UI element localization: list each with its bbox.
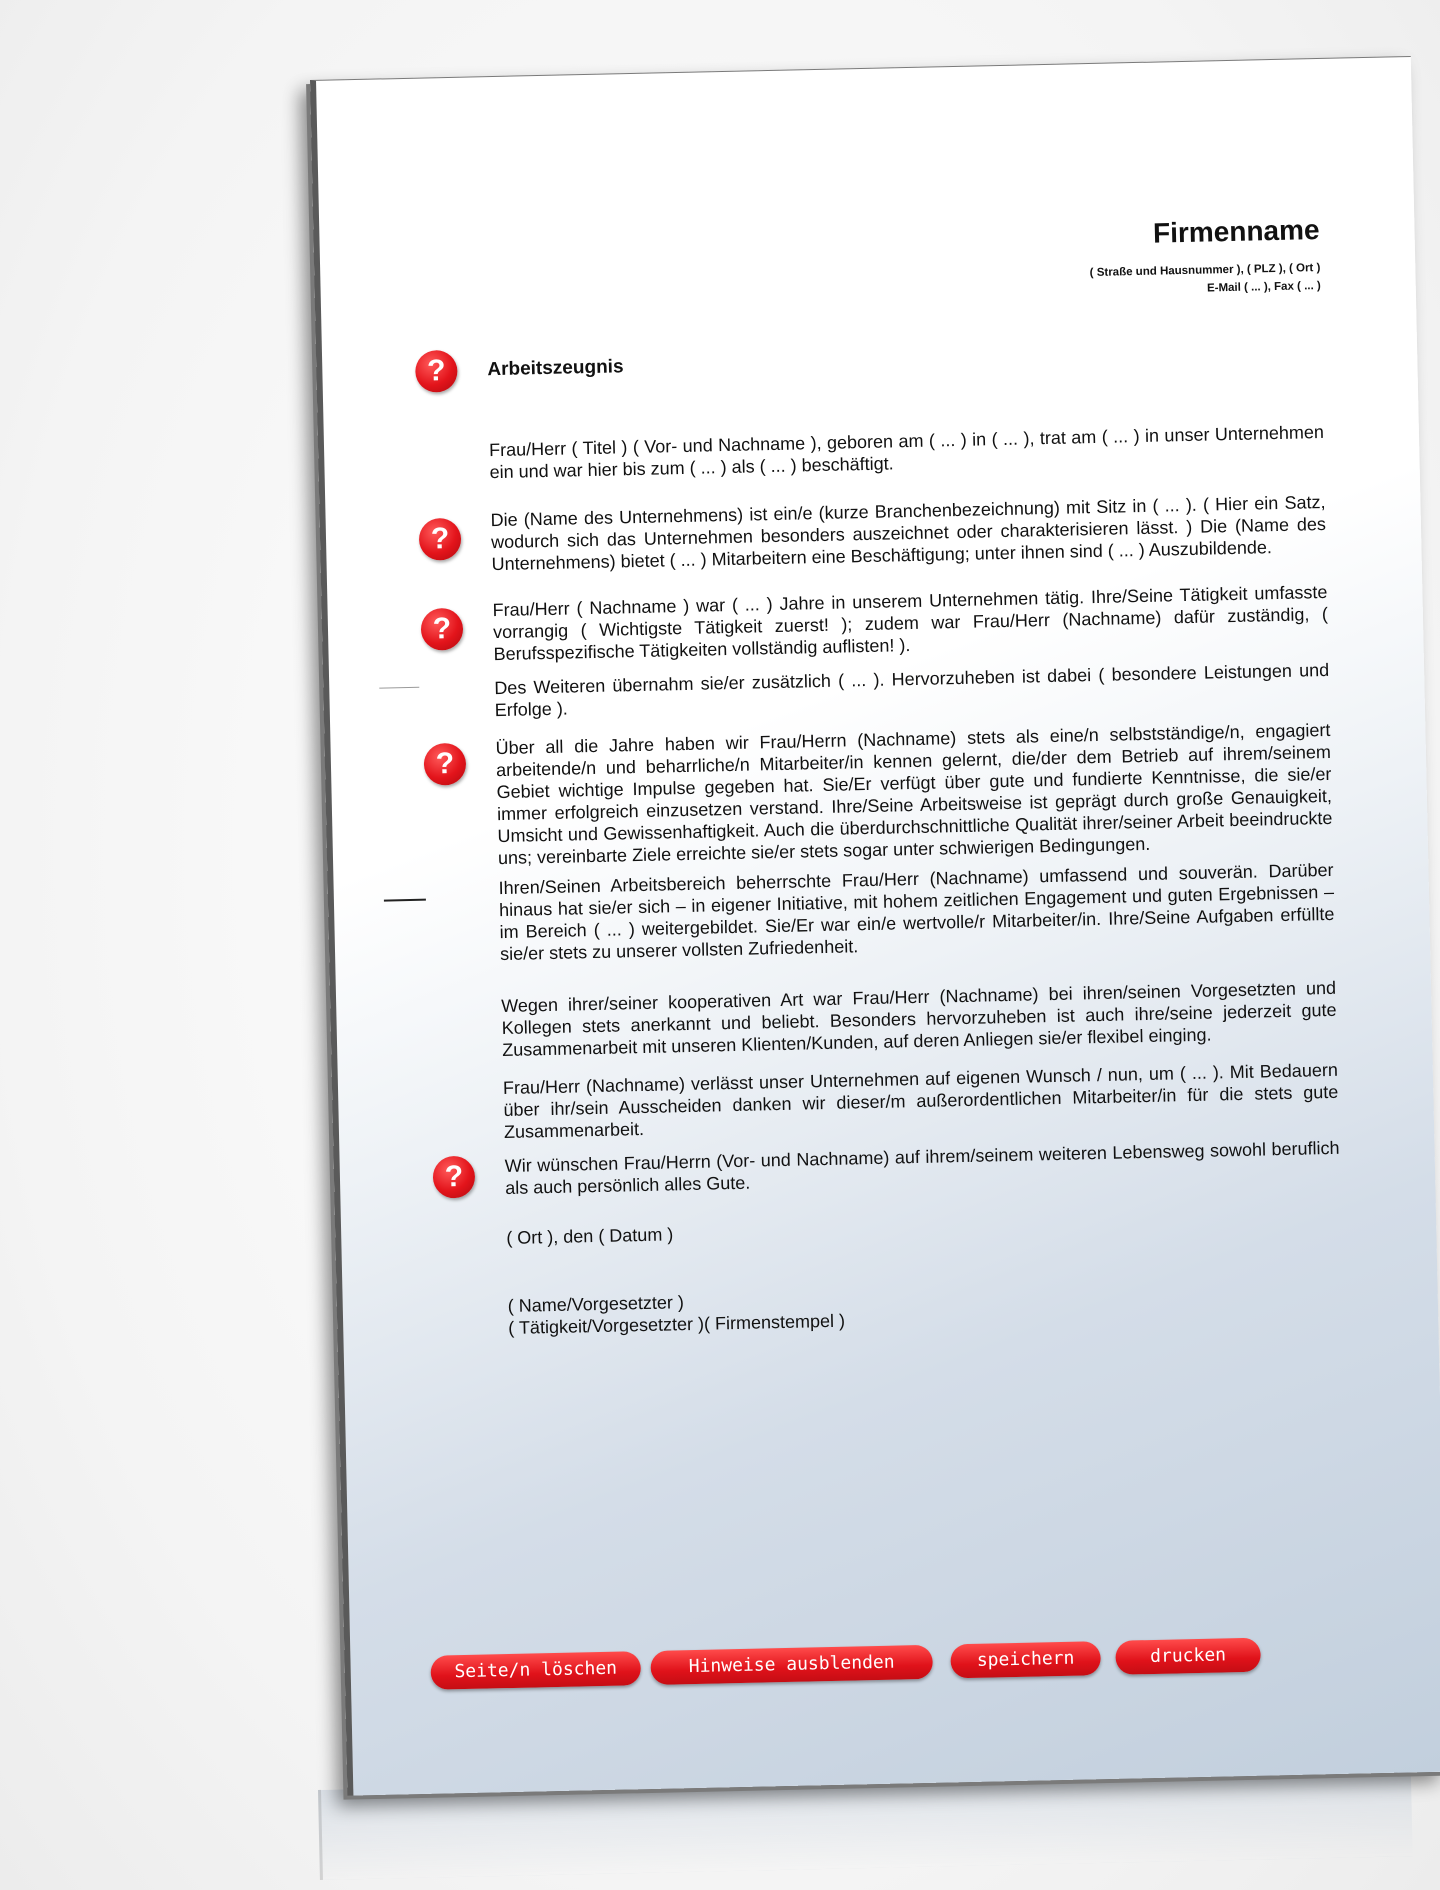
hide-hints-button[interactable]: Hinweise ausblenden — [650, 1645, 933, 1685]
company-header — [1089, 214, 1321, 297]
question-mark-icon[interactable]: ? — [415, 350, 458, 393]
paragraph-duties: Frau/Herr ( Nachname ) war ( ... ) Jahre in unserem Unternehmen tätig. Ihre/Seine Tätigkeit umfasste vorrangig ( Wichtigste Tätigkeit zuerst! ); zudem war Frau/Herr (Nachname) dafür zuständig, ( Berufsspezifische Tätigkeiten vollständig auflisten! ). — [492, 581, 1329, 665]
question-mark-icon[interactable]: ? — [421, 608, 464, 651]
separator-mark — [384, 899, 426, 902]
signature-role: ( Tätigkeit/Vorgesetzter )( Firmenstempel ) — [508, 1310, 846, 1338]
paragraph-company: Die (Name des Unternehmens) ist ein/e (kurze Branchenbezeichnung) mit Sitz in ( ... ). ( Hier ein Satz, wodurch sich das Unternehmen besonders auszeichnet oder charakterisieren lässt. ) Die (Name des Unternehmens) bietet ( ... ) Mitarbeitern eine Beschäftigung; unter ihnen sind ( ... ) Auszubildende. — [490, 491, 1327, 575]
separator-mark — [379, 687, 419, 689]
save-button[interactable]: speichern — [950, 1641, 1101, 1678]
document-sheet — [310, 56, 1440, 1796]
signature-name: ( Name/Vorgesetzter ) — [507, 1292, 685, 1316]
print-button[interactable]: drucken — [1115, 1638, 1261, 1675]
question-mark-icon[interactable]: ? — [419, 518, 462, 561]
question-mark-icon[interactable]: ? — [433, 1156, 476, 1199]
paragraph-achievements: Des Weiteren übernahm sie/er zusätzlich ( ... ). Hervorzuheben ist dabei ( besondere Leistungen und Erfolge ). — [494, 659, 1330, 721]
paragraph-wishes: Wir wünschen Frau/Herrn (Vor- und Nachname) auf ihrem/seinem weiteren Lebensweg sowohl beruflich als auch persönlich alles Gute. — [504, 1137, 1340, 1199]
document-title: Arbeitszeugnis — [487, 356, 624, 381]
paragraph-employment: Frau/Herr ( Titel ) ( Vor- und Nachname ), geboren am ( ... ) in ( ... ), trat am ( ... ) in unser Unternehmen ein und war hier bis zum ( ... ) als ( ... ) beschäftigt. — [488, 421, 1325, 483]
paragraph-leaving: Frau/Herr (Nachname) verlässt unser Unternehmen auf eigenen Wunsch / nun, um ( ... ). Mit Bedauern über ihr/sein Ausscheiden danken wir dieser/m außerordentlichen Mitarbeiter/in für die stets gute Zusammenarbeit. — [502, 1059, 1339, 1143]
paragraph-performance: Über all die Jahre haben wir Frau/Herrn (Nachname) stets als eine/n selbstständige/n, engagiert arbeitende/n und beharrliche/n Mitarbeiter/in kennen gelernt, die/der dem Betrieb auf ihrem/seinem Gebiet wichtige Impulse gegeben hat. Sie/Er verfügt über gute und fundierte Kenntnisse, die sie/er immer erfolgreich einzusetzen verstand. Ihre/Seine Arbeitsweise ist geprägt durch große Genauigkeit, Umsicht und Gewissenhaftigkeit. Auch die überdurchschnittliche Qualität ihrer/seiner Arbeit beeindruckte uns; vereinbarte Ziele erreichte sie/er stets sogar unter schwierigen Bedingungen. — [495, 719, 1333, 869]
company-address: ( Straße und Hausnummer ), ( PLZ ), ( Ort ) — [1089, 262, 1321, 280]
delete-pages-button[interactable]: Seite/n löschen — [430, 1651, 641, 1690]
question-mark-icon[interactable]: ? — [424, 743, 467, 786]
company-name: Firmenname — [1152, 214, 1320, 249]
place-date: ( Ort ), den ( Datum ) — [506, 1224, 674, 1248]
paragraph-cooperation: Wegen ihrer/seiner kooperativen Art war Frau/Herr (Nachname) bei ihren/seinen Vorgesetzten und Kollegen stets anerkannt und beliebt. Besonders hervorzuheben ist auch ihre/seine jederzeit gute Zusammenarbeit mit unseren Klienten/Kunden, auf deren Anliegen sie/er flexibel einging. — [501, 977, 1337, 1061]
company-contact: E-Mail ( ... ), Fax ( ... ) — [1206, 280, 1321, 295]
paragraph-skills: Ihren/Seinen Arbeitsbereich beherrschte Frau/Herr (Nachname) umfassend und souverän. Darüber hinaus hat sie/er sich – in eigener Initiative, mit hohem zeitlichen Engagement und guten Ergebnissen – im Bereich ( ... ) weitergebildet. Sie/Er war ein/e wertvolle/r Mitarbeiter/in. Ihre/Seine Aufgaben erfüllte sie/er stets zu unserer vollsten Zufriedenheit. — [498, 859, 1335, 965]
